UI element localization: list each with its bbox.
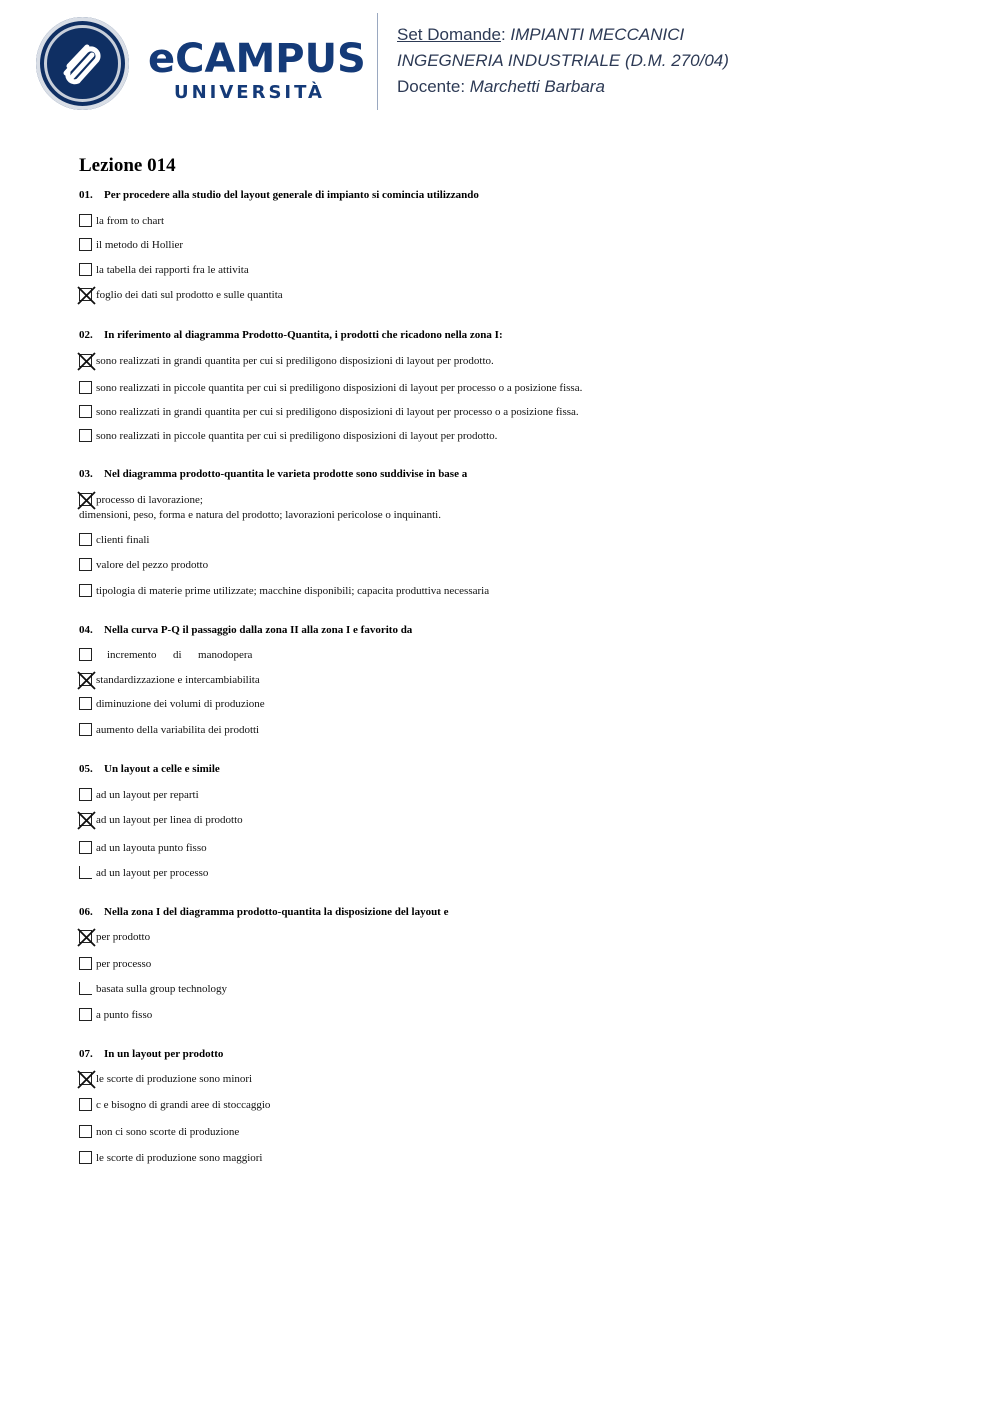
logo-subtitle-text: UNIVERSITÀ — [174, 82, 325, 103]
header-teacher-line — [397, 77, 605, 97]
answer-text: ad un layout per reparti — [96, 789, 199, 801]
logo-wordmark-text: eCAMPUS — [148, 36, 366, 82]
checkbox[interactable] — [79, 1125, 92, 1138]
question-text: Nella zona I del diagramma prodotto-quantita la disposizione del layout e — [104, 906, 449, 918]
checkbox-checked[interactable] — [79, 1072, 92, 1085]
checkbox-checked[interactable] — [79, 673, 92, 686]
teacher-label: Docente: — [397, 77, 466, 96]
cross-mark-icon — [78, 672, 96, 690]
checkbox[interactable] — [79, 1008, 92, 1021]
header-divider — [377, 13, 378, 110]
checkbox[interactable] — [79, 584, 92, 597]
checkbox-checked[interactable] — [79, 813, 92, 826]
answer-text: le scorte di produzione sono maggiori — [96, 1152, 263, 1164]
question-number: 07. — [79, 1048, 93, 1060]
checkbox[interactable] — [79, 841, 92, 854]
answer-text: ad un layout per linea di prodotto — [96, 814, 243, 826]
question-text: Un layout a celle e simile — [104, 763, 220, 775]
page-header — [0, 0, 1000, 120]
answer-text: ad un layouta punto fisso — [96, 842, 207, 854]
answer-text: standardizzazione e intercambiabilita — [96, 674, 260, 686]
ecampus-wordmark-logo — [148, 36, 366, 107]
checkbox[interactable] — [79, 723, 92, 736]
cross-mark-icon — [78, 1071, 96, 1089]
checkbox[interactable] — [79, 788, 92, 801]
checkbox[interactable] — [79, 982, 92, 995]
answer-text: basata sulla group technology — [96, 983, 228, 995]
answer-text: diminuzione dei volumi di produzione — [96, 698, 265, 710]
cross-mark-icon — [78, 812, 96, 830]
answer-text: c e bisogno di grandi aree di stoccaggio — [96, 1099, 271, 1111]
set-value: IMPIANTI MECCANICI — [510, 25, 685, 44]
checkbox[interactable] — [79, 429, 92, 442]
checkbox[interactable] — [79, 558, 92, 571]
answer-text: processo di lavorazione; — [96, 494, 203, 506]
checkbox[interactable] — [79, 381, 92, 394]
checkbox[interactable] — [79, 957, 92, 970]
answer-text: la from to chart — [96, 215, 165, 227]
teacher-name: Marchetti Barbara — [469, 77, 605, 96]
answer-text: sono realizzati in grandi quantita per cui si prediligono disposizioni di layout per processo o a posizione fissa. — [96, 406, 579, 418]
checkbox[interactable] — [79, 263, 92, 276]
answer-text: sono realizzati in piccole quantita per cui si prediligono disposizioni di layout per processo o a posizione fissa. — [96, 382, 583, 394]
cross-mark-icon — [78, 287, 96, 305]
cross-mark-icon — [78, 353, 96, 371]
question-03 — [79, 468, 467, 480]
question-number: 04. — [79, 624, 93, 636]
answer-text: valore del pezzo prodotto — [96, 559, 209, 571]
answer-text: la tabella dei rapporti fra le attivita — [96, 264, 249, 276]
question-06 — [79, 906, 448, 918]
answer-text: per prodotto — [96, 931, 151, 943]
checkbox-checked[interactable] — [79, 354, 92, 367]
checkbox[interactable] — [79, 697, 92, 710]
cross-mark-icon — [78, 492, 96, 510]
answer-text: incremento di manodopera — [107, 649, 253, 661]
answer-text-continuation: dimensioni, peso, forma e natura del prodotto; lavorazioni pericolose o inquinanti. — [79, 509, 441, 521]
checkbox-checked[interactable] — [79, 493, 92, 506]
course-name: INGEGNERIA INDUSTRIALE (D.M. 270/04) — [397, 51, 729, 70]
checkbox-checked[interactable] — [79, 930, 92, 943]
question-number: 06. — [79, 906, 93, 918]
question-05 — [79, 763, 220, 775]
answer-text: foglio dei dati sul prodotto e sulle quantita — [96, 289, 283, 301]
checkbox[interactable] — [79, 648, 92, 661]
answer-text: a punto fisso — [96, 1009, 153, 1021]
answer-text: le scorte di produzione sono minori — [96, 1073, 253, 1085]
checkbox[interactable] — [79, 1151, 92, 1164]
question-text: Nella curva P-Q il passaggio dalla zona II alla zona I e favorito da — [104, 624, 413, 636]
lesson-title: Lezione 014 — [79, 155, 176, 176]
question-07 — [79, 1048, 223, 1060]
question-number: 01. — [79, 189, 93, 201]
question-number: 05. — [79, 763, 93, 775]
question-04 — [79, 624, 412, 636]
ecampus-emblem-logo — [36, 17, 129, 110]
question-text: In riferimento al diagramma Prodotto-Quantita, i prodotti che ricadono nella zona I: — [104, 329, 503, 341]
answer-text: tipologia di materie prime utilizzate; macchine disponibili; capacita produttiva necessaria — [96, 585, 490, 597]
emblem-glyph-icon — [52, 33, 113, 94]
question-text: In un layout per prodotto — [104, 1048, 224, 1060]
checkbox[interactable] — [79, 238, 92, 251]
checkbox-checked[interactable] — [79, 288, 92, 301]
answer-text: clienti finali — [96, 534, 150, 546]
question-02 — [79, 329, 503, 341]
question-number: 02. — [79, 329, 93, 341]
cross-mark-icon — [78, 929, 96, 947]
checkbox[interactable] — [79, 214, 92, 227]
question-text: Per procedere alla studio del layout generale di impianto si comincia utilizzando — [104, 189, 479, 201]
answer-text: sono realizzati in grandi quantita per cui si prediligono disposizioni di layout per prodotto. — [96, 355, 494, 367]
answer-text: il metodo di Hollier — [96, 239, 184, 251]
checkbox[interactable] — [79, 866, 92, 879]
checkbox[interactable] — [79, 405, 92, 418]
answer-text: per processo — [96, 958, 152, 970]
header-set-line: Set Domande: IMPIANTI MECCANICI — [397, 25, 685, 44]
question-01 — [79, 189, 479, 201]
answer-text: aumento della variabilita dei prodotti — [96, 724, 260, 736]
answer-text: sono realizzati in piccole quantita per cui si prediligono disposizioni di layout per prodotto. — [96, 430, 498, 442]
checkbox[interactable] — [79, 1098, 92, 1111]
question-text: Nel diagramma prodotto-quantita le varieta prodotte sono suddivise in base a — [104, 468, 468, 480]
answer-text: ad un layout per processo — [96, 867, 209, 879]
checkbox[interactable] — [79, 533, 92, 546]
question-number: 03. — [79, 468, 93, 480]
answer-text: non ci sono scorte di produzione — [96, 1126, 240, 1138]
set-label: Set Domande — [397, 25, 501, 44]
